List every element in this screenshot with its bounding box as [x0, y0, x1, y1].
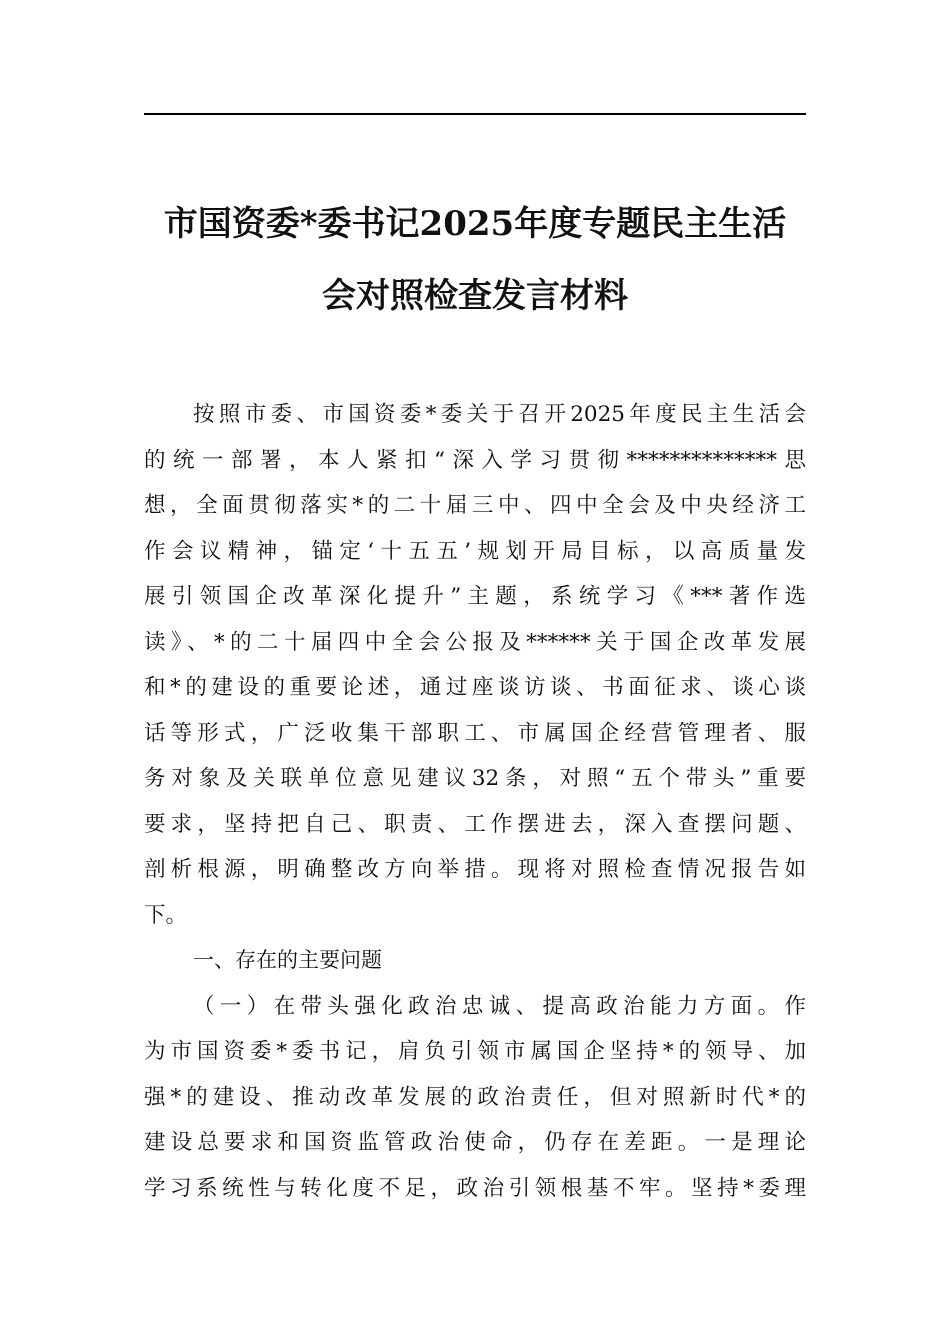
paragraph-line: 为市国资委*委书记，肩负引领市属国企坚持*的领导、加	[144, 1039, 806, 1064]
paragraph-line: 作会议精神，锚定‘十五五’规划开局目标，以高质量发	[144, 538, 806, 564]
title-line-1: 市国资委*委书记2025年度专题民主生活	[163, 204, 787, 244]
paragraph-line: 要求，坚持把自己、职责、工作摆进去，深入查摆问题、	[144, 811, 806, 837]
subsection-paragraph	[144, 984, 806, 1212]
subsection-heading: （一）在带头强化政治忠诚、提高政治能力方面。	[193, 993, 785, 1019]
paragraph-text: 作	[784, 993, 806, 1019]
paragraph-line: 剖析根源，明确整改方向举措。现将对照检查情况报告如	[144, 857, 806, 882]
paragraph-line: 想，全面贯彻落实*的二十届三中、四中全会及中央经济工	[144, 493, 806, 518]
paragraph-line: 的统一部署，本人紧扣“深入学习贯彻**************思	[144, 447, 806, 473]
paragraph-line: 展引领国企改革深化提升”主题，系统学习《***著作选	[144, 584, 806, 609]
paragraph-line: 学习系统性与转化度不足，政治引领根基不牢。坚持*委理	[144, 1175, 806, 1201]
paragraph-line: 建设总要求和国资监管政治使命，仍存在差距。一是理论	[144, 1130, 806, 1155]
paragraph-line: 按照市委、市国资委*委关于召开2025年度民主生活会	[193, 402, 806, 427]
paragraph-line	[144, 984, 806, 1030]
paragraph-line: 下。	[144, 902, 188, 928]
paragraph-line: 和*的建设的重要论述，通过座谈访谈、书面征求、谈心谈	[144, 675, 806, 700]
title-line-2: 会对照检查发言材料	[322, 276, 628, 316]
document-body	[144, 392, 806, 1211]
intro-paragraph	[144, 392, 806, 938]
header-rule	[144, 113, 806, 115]
section-heading: 一、存在的主要问题	[193, 948, 382, 972]
paragraph-line: 务对象及关联单位意见建议32条，对照“五个带头”重要	[144, 766, 806, 791]
paragraph-line: 强*的建设、推动改革发展的政治责任，但对照新时代*的	[144, 1084, 806, 1110]
paragraph-line: 读》、*的二十届四中全会公报及******关于国企改革发展	[144, 629, 806, 655]
document-title	[144, 188, 806, 332]
paragraph-line: 话等形式，广泛收集干部职工、市属国企经营管理者、服	[144, 720, 806, 746]
